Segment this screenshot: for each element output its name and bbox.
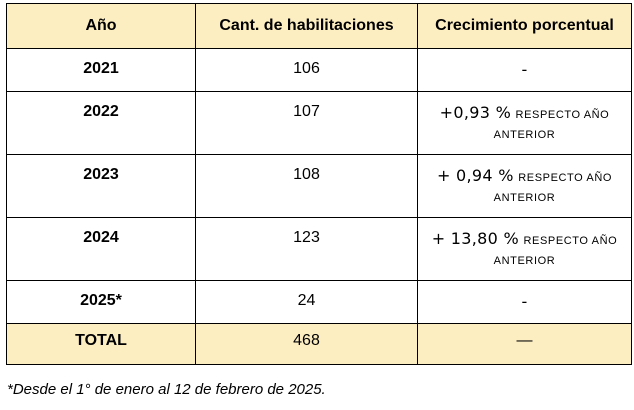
total-label: TOTAL: [75, 332, 127, 349]
total-growth: —: [516, 332, 533, 349]
table-row: [7, 155, 632, 218]
table-row: [7, 281, 632, 324]
row-growth: + 13,80 %: [431, 229, 520, 248]
row-count: 123: [293, 229, 320, 246]
row-growth-suffix: RESPECTO AÑO: [523, 235, 618, 247]
row-growth-suffix: RESPECTO AÑO: [518, 172, 613, 184]
row-year: 2024: [83, 229, 119, 246]
row-count: 106: [293, 60, 320, 77]
footnote: *Desde el 1° de enero al 12 de febrero de 2025.: [7, 381, 326, 398]
row-year: 2021: [83, 60, 119, 77]
row-count: 108: [293, 166, 320, 183]
row-growth: +0,93 %: [439, 103, 512, 122]
row-count: 24: [297, 292, 316, 309]
row-count: 107: [293, 103, 320, 120]
row-year: 2023: [83, 166, 119, 183]
table-row: [7, 218, 632, 281]
row-growth-suffix: RESPECTO AÑO: [515, 109, 610, 121]
table-total-row: [7, 324, 632, 365]
table-header-row: [7, 4, 632, 49]
row-growth-line2: ANTERIOR: [493, 192, 556, 204]
header-growth: Crecimiento porcentual: [418, 4, 632, 49]
row-growth-line2: ANTERIOR: [493, 129, 556, 141]
row-growth-line2: ANTERIOR: [493, 255, 556, 267]
total-count: 468: [293, 332, 320, 349]
table-row: [7, 49, 632, 92]
row-year: 2025*: [80, 292, 122, 309]
header-year: Año: [7, 4, 196, 49]
habilitaciones-table: [6, 3, 632, 365]
row-growth: -: [521, 60, 528, 79]
row-year: 2022: [83, 103, 119, 120]
table-row: [7, 92, 632, 155]
header-count: Cant. de habilitaciones: [196, 4, 418, 49]
row-growth: -: [521, 292, 528, 311]
row-growth: + 0,94 %: [436, 166, 514, 185]
